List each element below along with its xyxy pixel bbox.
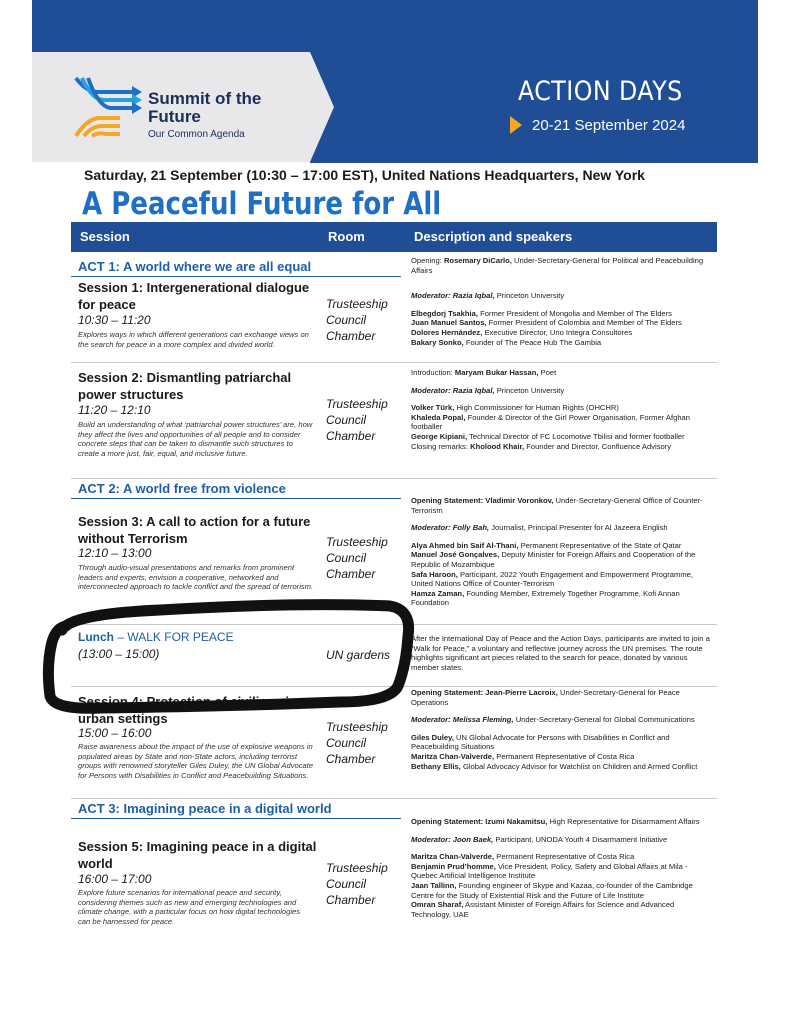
speaker-label: Opening Statement: — [411, 688, 484, 697]
speaker-name: Dolores Hernández, — [411, 327, 483, 337]
row-divider — [71, 362, 717, 363]
speaker-label: Moderator: — [411, 523, 451, 533]
session-description: Explores ways in which different generations can exchange views on the search for peace in a more complex and divided world. — [78, 330, 309, 349]
speaker-name: Hamza Zaman, — [411, 588, 465, 598]
speakers-block — [411, 688, 716, 771]
speaker-name: Jean-Pierre Lacroix, — [485, 688, 558, 697]
speaker-role: High Commissioner for Human Rights (OHCHR) — [456, 403, 619, 413]
speaker-label: Moderator: — [411, 715, 451, 725]
speaker-label: Opening Statement: — [411, 496, 484, 505]
speaker-label: Moderator: — [411, 385, 451, 395]
speaker-role: Princeton University — [496, 385, 565, 395]
header-banner — [0, 0, 791, 163]
speaker-name: Khaleda Popal, — [411, 412, 466, 422]
speaker-name: Kholood Khair, — [470, 441, 525, 451]
speakers-block — [411, 256, 716, 347]
speaker-name: Maritza Chan-Valverde, — [411, 751, 495, 761]
speaker-role: Founding Member, Extremely Together Programme, Kofi Annan Foundation — [411, 588, 680, 608]
lunch-heading — [78, 630, 234, 644]
row-divider — [71, 798, 717, 799]
speaker-name: Jaan Tallinn, — [411, 880, 457, 890]
speaker-role: Participant, UNODA Youth 4 Disarmament Initiative — [495, 834, 668, 844]
speaker-role: Permanent Representative of the State of Qatar — [520, 540, 682, 550]
row-divider — [71, 624, 717, 625]
session-time: 10:30 – 11:20 — [78, 313, 151, 327]
speaker-role: Former President of Mongolia and Member of The Elders — [480, 308, 672, 318]
speaker-name: Razia Iqbal, — [452, 385, 495, 395]
session-description: Build an understanding of what ‘patriarchal power structures’ are, how they affect the lives and opportunities of all people and to consider concrete steps that can be taken to dismantle such structures to create a more just, fair, equal, and inclusive future. — [78, 420, 313, 458]
speaker-role: Global Advocacy Advisor for Watchlist on Children and Armed Conflict — [462, 761, 698, 771]
speaker-role: UN Global Advocate for Persons with Disabilities in Conflict and Peacebuilding Situations — [411, 732, 670, 752]
speaker-name: Giles Duley, — [411, 732, 454, 742]
speaker-role: Permanent Representative of Costa Rica — [496, 751, 635, 761]
lunch-description: After the International Day of Peace and the Action Days, participants are invited to join a “Walk for Peace,” a voluntary and reflective journey across the UN premises. The route highlights significant art pieces related to the search for peace, donated by various member states. — [411, 634, 710, 672]
speaker-role: Founder and Director, Confluence Advisory — [526, 441, 671, 451]
speakers-block — [411, 496, 716, 608]
speakers-block — [411, 817, 716, 919]
column-header-room: Room — [328, 229, 365, 244]
speaker-name: Joon Baek, — [452, 834, 494, 844]
column-header-description: Description and speakers — [414, 229, 573, 244]
speaker-role: Technical Director of FC Locomotive Tbilisi and former footballer — [469, 431, 685, 441]
lunch-time: (13:00 – 15:00) — [78, 647, 160, 661]
play-arrow-icon — [510, 116, 522, 134]
speaker-label: Introduction: — [411, 368, 453, 377]
session-room: Trusteeship Council Chamber — [326, 397, 388, 443]
speaker-role: Assistant Minister of Foreign Affairs for Science and Advanced Technology, UAE — [411, 900, 675, 919]
session-title: Session 4: Protection of civilians in urban settings — [78, 694, 297, 726]
logo-title: Summit of the Future — [148, 89, 262, 126]
speaker-name: Elbegdorj Tsakhia, — [411, 308, 478, 318]
speaker-role: Participant, 2022 Youth Engagement and Empowerment Programme, United Nations Office of Counter-Terrorism — [411, 569, 693, 589]
act-divider — [71, 498, 401, 499]
speaker-label: Opening: — [411, 256, 442, 265]
session-room: Trusteeship Council Chamber — [326, 535, 388, 581]
speaker-role: Vice President, Policy, Safety and Global Affairs at Mila - Quebec Artificial Intelligence Institute — [411, 861, 688, 881]
session-room: Trusteeship Council Chamber — [326, 861, 388, 907]
table-header — [71, 222, 717, 252]
session-room: Trusteeship Council Chamber — [326, 720, 388, 766]
row-divider — [71, 478, 717, 479]
speaker-role: Executive Director, Uno Integra Consultores — [484, 327, 633, 337]
speaker-role: Under-Secretary-General Office of Counter-Terrorism — [411, 496, 703, 515]
speaker-role: Permanent Representative of Costa Rica — [496, 852, 635, 862]
speaker-name: Melissa Fleming, — [452, 715, 514, 725]
session-description: Explore future scenarios for international peace and security, considering themes such as new and emerging technologies and climate change, with a particular focus on how digital technologies can be harnessed for peace. — [78, 888, 301, 926]
session-title: Session 5: Imagining peace in a digital world — [78, 839, 317, 871]
speaker-role: Under-Secretary-General for Political and Peacebuilding Affairs — [411, 256, 704, 275]
lunch-sublabel: – WALK FOR PEACE — [117, 630, 234, 644]
speaker-role: Journalist, Principal Presenter for Al Jazeera English — [491, 523, 668, 533]
speakers-block — [411, 368, 716, 451]
logo-subtitle: Our Common Agenda — [148, 129, 245, 140]
speaker-role: Founding engineer of Skype and Kazaa, co-founder of the Cambridge Centre for the Study of Existential Risk and the Future of Life Institute — [411, 880, 693, 900]
lunch-label: Lunch — [78, 630, 114, 644]
lunch-room: UN gardens — [326, 648, 391, 662]
row-divider — [71, 686, 717, 687]
arrows-logo-icon — [72, 74, 144, 140]
speaker-name: Maryam Bukar Hassan, — [454, 368, 539, 377]
speaker-role: Former President of Colombia and Member of The Elders — [488, 318, 682, 328]
speaker-name: Omran Sharaf, — [411, 900, 464, 910]
speaker-name: Manuel José Gonçalves, — [411, 550, 500, 560]
page-title: A Peaceful Future for All — [82, 186, 442, 222]
act-divider — [71, 276, 401, 277]
session-description: Through audio-visual presentations and remarks from prominent leaders and experts, envision a cooperative, networked and interconnected approach to tackle conflict and the spread of terrorism. — [78, 563, 314, 592]
event-title: ACTION DAYS — [518, 76, 683, 107]
act-divider — [71, 818, 401, 819]
speaker-name: Volker Türk, — [411, 403, 455, 413]
session-time: 12:10 – 13:00 — [78, 546, 152, 560]
session-time: 15:00 – 16:00 — [78, 726, 152, 740]
session-time: 11:20 – 12:10 — [78, 403, 151, 417]
speaker-name: Razia Iqbal, — [452, 291, 495, 301]
session-title: Session 2: Dismantling patriarchal power structures — [78, 370, 292, 402]
column-header-session: Session — [80, 229, 130, 244]
speaker-name: Alya Ahmed bin Saif Al-Thani, — [411, 540, 519, 550]
speaker-label: Closing remarks: — [411, 441, 468, 451]
session-title: Session 3: A call to action for a future without Terrorism — [78, 514, 311, 546]
speaker-name: Rosemary DiCarlo, — [443, 256, 512, 265]
speaker-name: Vladimir Voronkov, — [485, 496, 554, 505]
speaker-name: George Kipiani, — [411, 431, 468, 441]
speaker-name: Benjamin Prud’homme, — [411, 861, 496, 871]
event-dates: 20-21 September 2024 — [532, 117, 686, 134]
speaker-role: Founder of The Peace Hub The Gambia — [465, 337, 602, 347]
speaker-label: Moderator: — [411, 291, 451, 301]
session-description: Raise awareness about the impact of the use of explosive weapons in populated areas by State and non-State actors, including terrorist groups with renowned storyteller Giles Duley, the UN Global Advocate for Persons with Disabilities in Conflict and Peacebuilding Situations. — [78, 742, 314, 780]
act-heading: ACT 3: Imagining peace in a digital world — [78, 801, 332, 816]
speaker-role: Poet — [540, 368, 557, 377]
session-room: Trusteeship Council Chamber — [326, 297, 388, 343]
speaker-role: Princeton University — [496, 291, 565, 301]
speaker-role: Founder & Director of the Girl Power Organisation, Former Afghan footballer — [411, 412, 690, 432]
speaker-role: Under-Secretary-General for Global Communications — [515, 715, 695, 725]
speaker-label: Opening Statement: — [411, 817, 484, 826]
session-title: Session 1: Intergenerational dialogue for peace — [78, 280, 310, 312]
speaker-name: Maritza Chan-Valverde, — [411, 852, 495, 862]
speaker-name: Bakary Sonko, — [411, 337, 464, 347]
speaker-label: Moderator: — [411, 834, 451, 844]
speaker-role: Under-Secretary-General for Peace Operations — [411, 688, 680, 707]
act-heading: ACT 1: A world where we are all equal — [78, 259, 312, 274]
speaker-name: Izumi Nakamitsu, — [485, 817, 548, 826]
speaker-name: Bethany Ellis, — [411, 761, 461, 771]
speaker-name: Juan Manuel Santos, — [411, 318, 487, 328]
speaker-name: Safa Haroon, — [411, 569, 458, 579]
act-heading: ACT 2: A world free from violence — [78, 481, 286, 496]
summit-logo — [72, 74, 272, 144]
speaker-role: Deputy Minister for Foreign Affairs and Cooperation of the Republic of Mozambique — [411, 550, 696, 569]
banner-gray-wedge — [310, 52, 334, 162]
session-time: 16:00 – 17:00 — [78, 872, 152, 886]
date-location-line: Saturday, 21 September (10:30 – 17:00 EST), United Nations Headquarters, New York — [84, 167, 645, 183]
banner-margin — [0, 0, 32, 163]
speaker-name: Folly Bah, — [452, 523, 490, 533]
speaker-role: High Representative for Disarmament Affairs — [549, 817, 700, 826]
